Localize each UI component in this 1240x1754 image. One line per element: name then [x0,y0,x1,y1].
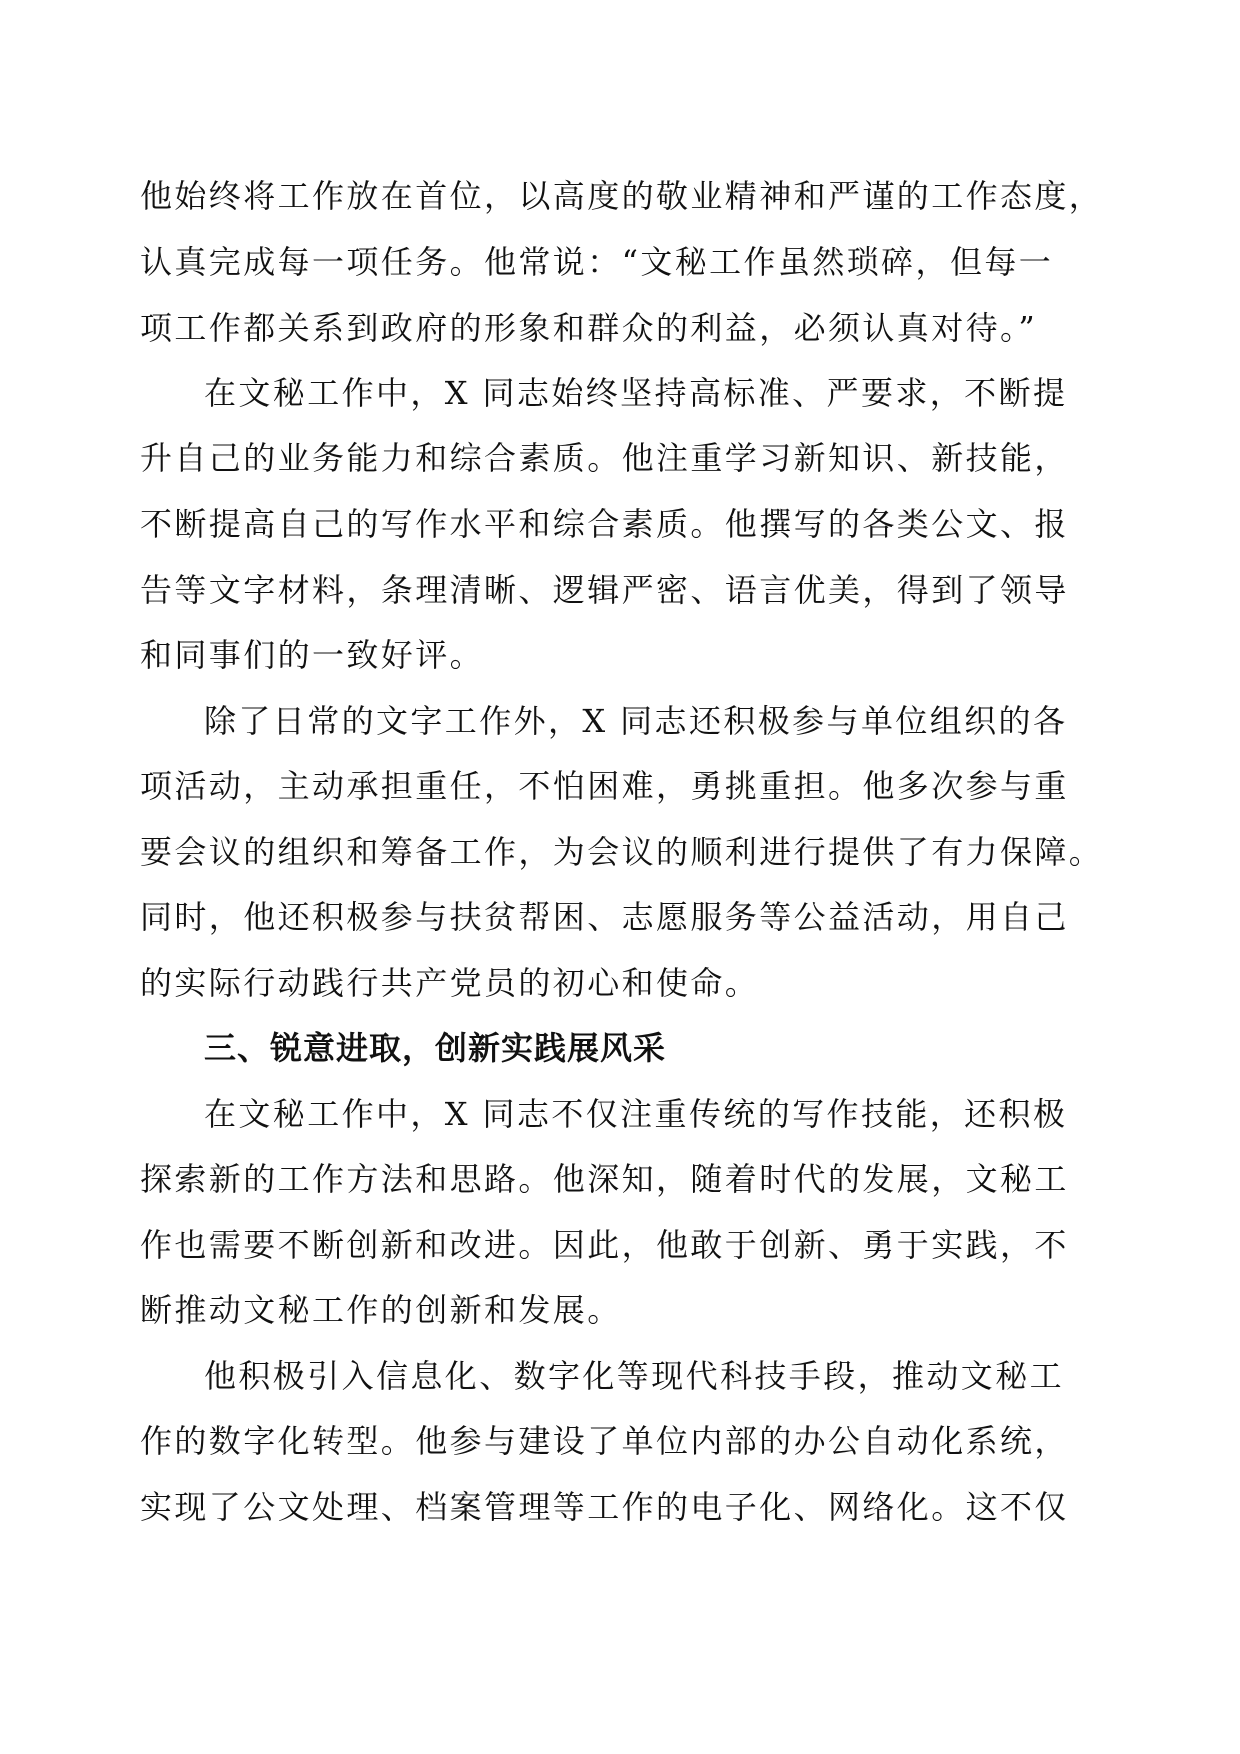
text-line: 的实际行动践行共产党员的初心和使命。 [140,964,760,1002]
text-line: 不断提高自己的写作水平和综合素质。他撰写的各类公文、报 [140,505,1069,543]
text-line: 作也需要不断创新和改进。因此，他敢于创新、勇于实践，不 [140,1226,1069,1264]
text-line: 和同事们的一致好评。 [140,636,485,674]
text-line: 实现了公文处理、档案管理等工作的电子化、网络化。这不仅 [140,1488,1069,1526]
paragraph-start-line: 他积极引入信息化、数字化等现代科技手段，推动文秘工 [204,1357,1065,1395]
paragraph-start-line: 在文秘工作中，X 同志始终坚持高标准、严要求，不断提 [204,374,1068,412]
text-line: 升自己的业务能力和综合素质。他注重学习新知识、新技能， [140,439,1069,477]
text-line: 同时，他还积极参与扶贫帮困、志愿服务等公益活动，用自己 [140,898,1069,936]
text-line: 他始终将工作放在首位，以高度的敬业精神和严谨的工作态度， [140,177,1104,215]
paragraph-start-line: 在文秘工作中，X 同志不仅注重传统的写作技能，还积极 [204,1095,1068,1133]
text-line: 作的数字化转型。他参与建设了单位内部的办公自动化系统， [140,1422,1069,1460]
text-line: 项工作都关系到政府的形象和群众的利益，必须认真对待。” [140,309,1038,347]
text-line: 认真完成每一项任务。他常说：“文秘工作虽然琐碎，但每一 [140,243,1054,281]
text-line: 项活动，主动承担重任，不怕困难，勇挑重担。他多次参与重 [140,767,1069,805]
text-line: 要会议的组织和筹备工作，为会议的顺利进行提供了有力保障。 [140,833,1104,871]
text-line: 断推动文秘工作的创新和发展。 [140,1291,622,1329]
text-line: 告等文字材料，条理清晰、逻辑严密、语言优美，得到了领导 [140,571,1069,609]
paragraph-start-line: 除了日常的文字工作外，X 同志还积极参与单位组织的各 [204,702,1068,740]
text-line: 探索新的工作方法和思路。他深知，随着时代的发展，文秘工 [140,1160,1069,1198]
section-heading: 三、锐意进取，创新实践展风采 [204,1029,667,1067]
